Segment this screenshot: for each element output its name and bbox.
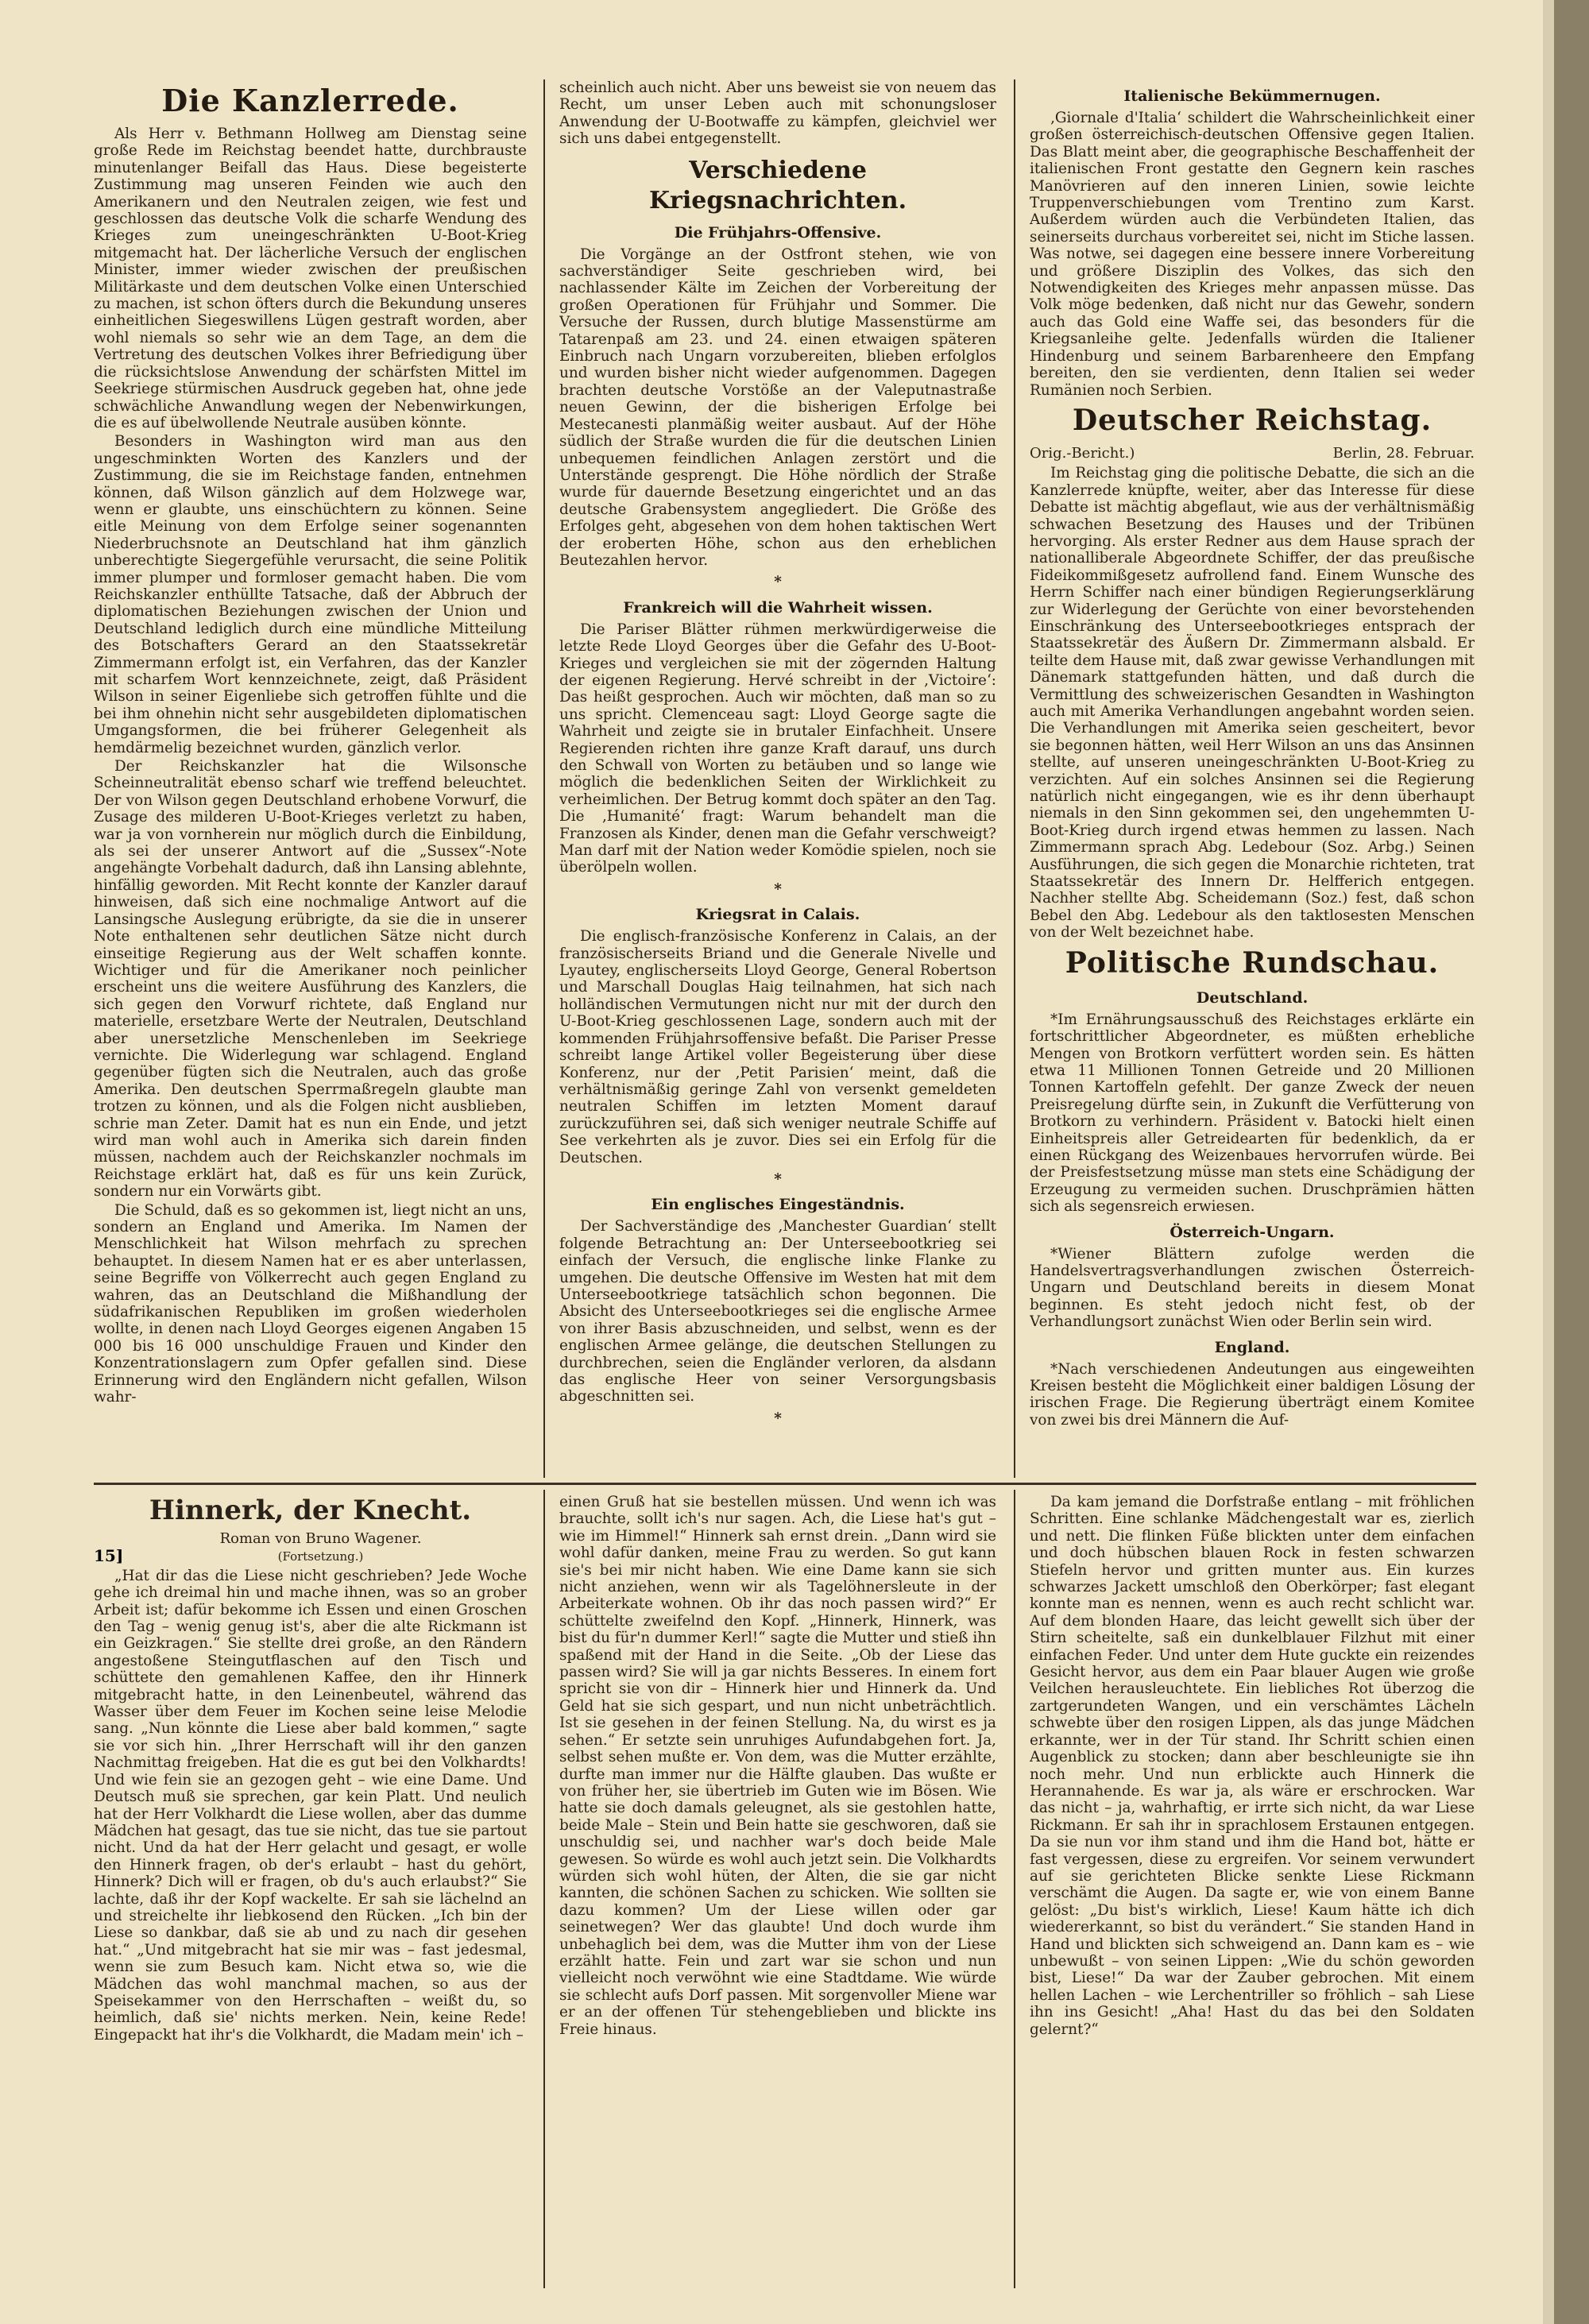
paragraph: *Nach verschiedenen Andeutungen aus eingeweihten Kreisen besteht die Möglichkeit einer baldigen Lösung der irischen Frage. Die Regierung überträgt einem Komitee von zwei bis drei Männern die Auf- xyxy=(1030,1360,1475,1429)
column-rundschau xyxy=(1030,79,1475,1474)
headline-kriegsnachrichten: Verschiedene Kriegsnachrichten. xyxy=(648,156,907,215)
section-divider: * xyxy=(774,1409,782,1427)
paragraph-continued: scheinlich auch nicht. Aber uns beweist sie von neuem das Recht, um unser Leben auch mit schonungsloser Anwendung der U-Bootwaffe zu kämpfen, gleichviel wer sich uns dabei entgegenstellt. xyxy=(559,79,996,148)
source-label: Orig.-Bericht.) xyxy=(1030,444,1135,462)
serial-byline: Roman von Bruno Wagener. xyxy=(219,1530,422,1547)
subheading-frankreich: Frankreich will die Wahrheit wissen. xyxy=(623,598,933,617)
paragraph: Im Reichstag ging die politische Debatte, die sich an die Kanzlerrede knüpfte, weiter, aber das Interesse für diese Debatte ist mächtig abgeflaut, wie aus der verhältnismäßig schwachen Besetzung des Hauses und der Tribünen hervorging. Als erster Redner aus dem Hause sprach der nationalliberale Abgeordnete Schiffer, der das preußische Fideikommißgesetz aufrollend fand. Einem Wunsche des Herrn Schiffer nach einer bündigen Regierungserklärung zur Widerlegung der Gerüchte von einer bevorstehenden Einschränkung des Unterseebootkrieges entsprach der Staatssekretär des Äußern Dr. Zimmermann alsbald. Er teilte dem Hause mit, daß zwar gewisse Verhandlungen mit Dänemark stattgefunden hätten, und daß durch die Vermittlung des schweizerischen Gesandten in Washington auch mit Amerika Verhandlungen angebahnt worden seien. Die Verhandlungen mit Amerika seien gescheitert, bevor sie begonnen hätten, weil Herr Wilson an uns das Ansinnen stellte, auf unseren uneingeschränkten U-Boot-Krieg zu verzichten. Auf ein solches Ansinnen sei die Regierung natürlich nicht eingegangen, wie es ihr denn überhaupt niemals in den Sinn gekommen sei, den ungehemmten U-Boot-Krieg durch irgend etwas hemmen zu lassen. Nach Zimmermann sprach Abg. Ledebour (Soz. Arbg.) Seinen Ausführungen, die sich gegen die Monarchie richteten, trat Staatssekretär des Innern Dr. Helfferich entgegen. Nachher stellte Abg. Scheidemann (Soz.) fest, daß schon Bebel den Abg. Ledebour als den taktlosesten Menschen von der Welt bezeichnet habe. xyxy=(1030,465,1475,942)
paragraph: Der Reichskanzler hat die Wilsonsche Scheinneutralität ebenso scharf wie treffend beleuchtet. Der von Wilson gegen Deutschland erhobene Vorwurf, die Zusage des milderen U-Boot-Krieges verletzt zu haben, war ja von vornherein nur möglich durch die Einbildung, als sei der unserer Antwort auf die „Sussex“-Note angehängte Vorbehalt dadurch, daß ihn Lansing ablehnte, hinfällig geworden. Mit Recht konnte der Kanzler darauf hinweisen, daß sich eine nochmalige Antwort auf die Lansingsche Auslegung erübrigte, da sie die in unserer Note enthaltenen sehr deutlichen Sätze nicht durch einseitige Regierung aus der Welt schaffen konnte. Wichtiger und für die Amerikaner noch peinlicher erscheint uns die weitere Ausführung des Kanzlers, die sich gegen den Vorwurf richtete, daß England nur materielle, ersetzbare Werte der Neutralen, Deutschland aber unersetzliche Menschenleben im Seekriege vernichte. Die Widerlegung war schlagend. England gegenüber fügten sich die Neutralen, auch das große Amerika. Den deutschen Sperrmaßregeln glaubte man trotzen zu können, und als die Folgen nicht ausblieben, schrie man Zeter. Damit hat es nun ein Ende, und jetzt wird man wohl auch in Amerika sich darein finden müssen, nachdem auch der Reichskanzler nochmals im Reichstage erklärt hat, daß es für uns kein Zurück, sondern nur ein Vorwärts gibt. xyxy=(94,758,527,1201)
section-divider: * xyxy=(774,1170,782,1188)
paragraph: *Wiener Blättern zufolge werden die Handelsvertragsverhandlungen zwischen Österreich-Ungarn und Deutschland bereits in diesem Monat beginnen. Es steht jedoch nicht fest, ob der Verhandlungsort zunächst Wien oder Berlin sein wird. xyxy=(1030,1245,1475,1331)
serial-continuation: (Fortsetzung.) xyxy=(277,1549,364,1564)
section-divider: * xyxy=(774,574,782,591)
paragraph: Die Schuld, daß es so gekommen ist, liegt nicht an uns, sondern an England und Amerika. Im Namen der Menschlichkeit hat Wilson mehrfach zu sprechen behauptet. In diesem Namen hat er es aber unterlassen, seine Begriffe von Völkerrecht auch gegen England zu wahren, das an Deutschland die Mißhandlung der südafrikanischen Republiken im großen wiederholen wollte, in denen nach Lloyd Georges eigenen Angaben 15 000 bis 16 000 unschuldige Frauen und Kinder den Konzentrationslagern zum Opfer gefallen sind. Diese Erinnerung wird den Engländern nicht gefallen, Wilson wahr- xyxy=(94,1201,527,1406)
column-serial-3 xyxy=(1030,1494,1475,2288)
page-edge xyxy=(1554,0,1589,2324)
column-kriegsnachrichten xyxy=(559,79,996,1474)
subheading-england: England. xyxy=(1214,1338,1290,1356)
paragraph: ‚Giornale d'Italia‘ schildert die Wahrscheinlichkeit einer großen österreichisch-deutschen Offensive gegen Italien. Das Blatt meint aber, die geographische Beschaffenheit der italienischen Front gestatte den Gegnern kein rasches Manövrieren auf den inneren Linien, sowie leichte Truppenverschiebungen vom Trentino zum Karst. Außerdem würden auch die Verbündeten Italien, das seinerseits durchaus vorbereitet sei, nicht im Stiche lassen. Was notwe, sei dagegen eine bessere innere Vorbereitung und größere Disziplin des Volkes, das sich den Notwendigkeiten des Krieges mehr anpassen müsse. Das Volk möge bedenken, daß nicht nur das Gewehr, sondern auch das Gold eine Waffe sei, das besonders für die Kriegsanleihe gelte. Jedenfalls würden die Italiener Hindenburg und seinem Barbarenheere den Empfang bereiten, den sie verdienten, denn Italien sei weder Rumänien noch Serbien. xyxy=(1030,110,1475,399)
column-rule xyxy=(543,79,545,1478)
paragraph: einen Gruß hat sie bestellen müssen. Und wenn ich was brauchte, sollt ich's nur sagen. Ach, die Liese hat's gut – wie im Himmel!“ Hinnerk sah ernst drein. „Dann wird sie wohl dafür danken, meine Frau zu werden. So gut kann sie's bei mir nicht haben. Wie eine Dame kann sie sich nicht anziehen, wenn wir als Tagelöhnersleute in der Arbeiterkate wohnen. Ob ihr das noch passen wird?“ Er schüttelte zweifelnd den Kopf. „Hinnerk, Hinnerk, was bist du für'n dummer Kerl!“ sagte die Mutter und stieß ihn spaßend mit der Hand in die Seite. „Ob der Liese das passen wird? Sie will ja gar nichts Besseres. In einem fort spricht sie von dir – Hinnerk hier und Hinnerk da. Und Geld hat sie sich gespart, und nun nicht unbeträchtlich. Ist sie gesehen in der feinen Stellung. Na, du wirst es ja sehen.“ Er setzte sein unruhiges Aufundabgehen fort. Ja, selbst sehen mußte er. Von dem, was die Mutter erzählte, durfte man immer nur die Hälfte glauben. Das wußte er von früher her, sie übertrieb im Guten wie im Bösen. Wie hatte sie doch damals geleugnet, als sie gestohlen hatte, beide Male – Stein und Bein hatte sie geschworen, daß sie unschuldig sei, und nachher war's doch beide Male gewesen. So würde es wohl auch jetzt sein. Die Volkhardts würden sich wohl hüten, der Alten, die sie gar nicht kannten, die schönen Sachen zu schicken. Wie sollten sie dazu kommen? Um der Liese willen oder gar seinetwegen? Wer das glaubte! Und doch wurde ihm unbehaglich bei dem, was die Mutter ihm von der Liese erzählt hatte. Fein und zart war sie schon und nun vielleicht noch verwöhnt wie eine Stadtdame. Wie würde sie schlecht aufs Dorf passen. Mit sorgenvoller Miene war er an der offenen Tür stehengeblieben und blickte ins Freie hinaus. xyxy=(559,1494,996,2038)
subheading-eingestaendnis: Ein englisches Eingeständnis. xyxy=(651,1196,905,1214)
paragraph: Da kam jemand die Dorfstraße entlang – mit fröhlichen Schritten. Eine schlanke Mädchengestalt war es, zierlich und nett. Die flinken Füße blickten unter dem einfachen und doch hübschen blauen Rock in festen schwarzen Stiefeln hervor und gritten munter aus. Ein kurzes schwarzes Jackett umschloß den Oberkörper; fast elegant konnte man es nennen, wenn es auch recht schlicht war. Auf dem blonden Haare, das leicht gewellt sich über der Stirn scheitelte, saß ein dunkelblauer Filzhut mit einer einfachen Feder. Und unter dem Hute guckte ein reizendes Gesicht hervor, aus dem ein Paar blauer Augen wie große Veilchen herausleuchtete. Ein liebliches Rot überzog die zartgerundeten Wangen, und ein verschämtes Lächeln schwebte über den rosigen Lippen, als das junge Mädchen erkannte, wer in der Tür stand. Ihr Schritt schien einen Augenblick zu stocken; dann aber beschleunigte sie ihn noch mehr. Und nun erblickte auch Hinnerk die Herannahende. Es war ja, als wäre er erschrocken. War das nicht – ja, wahrhaftig, er irrte sich nicht, da war Liese Rickmann. Er sah ihr in sprachlosem Erstaunen entgegen. Da sie nun vor ihm stand und ihm die Hand bot, hätte er fast vergessen, diese zu ergreifen. Vor seinem verwundert auf sie gerichteten Blicke senkte Liese Rickmann verschämt die Augen. Da sagte er, wie von einem Banne gelöst: „Du bist's wirklich, Liese! Kaum hätte ich dich wiedererkannt, so bist du verändert.“ Sie standen Hand in Hand und blickten sich schweigend an. Dann kam es – wie unbewußt – von seinen Lippen: „Wie du schön geworden bist, Liese!“ Da war der Zauber gebrochen. Mit einem hellen Lachen – wie Lerchentriller so fröhlich – sah Liese ihn ins Gesicht! „Aha! Hast du das bei den Soldaten gelernt?“ xyxy=(1030,1494,1475,2038)
subheading-oesterreich: Österreich-Ungarn. xyxy=(1170,1223,1335,1241)
column-rule xyxy=(543,1490,545,2288)
paragraph: „Hat dir das die Liese nicht geschrieben? Jede Woche gehe ich dreimal hin und mache ihnen, was so an grober Arbeit ist; dafür bekomme ich Essen und einen Groschen den Tag – wenig genug ist's, aber die alte Rickmann ist ein Geizkragen.“ Sie stellte drei große, an den Rändern angestoßene Steingutflaschen auf den Tisch und schüttete den gemahlenen Kaffee, den ihr Hinnerk mitgebracht hatte, in den Leinenbeutel, während das Wasser über dem Feuer im Kochen seine leise Melodie sang. „Nun könnte die Liese aber bald kommen,“ sagte sie vor sich hin. „Ihrer Herrschaft will ihr den ganzen Nachmittag freigeben. Hat die es gut bei den Volkhardts! Und wie fein sie an gezogen geht – wie eine Dame. Und Deutsch muß sie sprechen, gar kein Platt. Und neulich hat der Herr Volkhardt die Liese wollen, aber das dumme Mädchen hat gesagt, das tue sie nicht, das tue sie partout nicht. Und da hat der Herr gelacht und gesagt, er wolle den Hinnerk fragen, ob der's erlaubt – hast du gehört, Hinnerk? Dich will er fragen, ob du's auch erlaubst?“ Sie lachte, daß ihr der Kopf wackelte. Er sah sie lächelnd an und streichelte ihr liebkosend den Rücken. „Ich bin der Liese so dankbar, daß sie ab und zu nach dir gesehen hat.“ „Und mitgebracht hat sie mir was – fast jedesmal, wenn sie zum Besuch kam. Nicht etwa so, wie die Mädchen das wohl manchmal machen, so aus der Speisekammer von den Herrschaften – weißt du, so heimlich, daß sie' nichts merken. Nein, keine Rede! Eingepackt hat ihr's die Volkhardt, die Madam mein' ich – xyxy=(94,1567,527,2044)
paragraph: Der Sachverständige des ‚Manchester Guardian‘ stellt folgende Betrachtung an: Der Unterseebootkrieg sei einfach der Versuch, die englische linke Flanke zu umgehen. Die deutsche Offensive im Westen hat mit dem Unterseebootkriege tatsächlich schon begonnen. Die Absicht des Unterseebootkrieges sei die englische Armee von ihrer Basis abzuschneiden, und selbst, wenn es der englischen Armee gelänge, die deutschen Stellungen zu durchbrechen, seien die Engländer verloren, da alsdann das englische Heer von seiner Versorgungsbasis abgeschnitten sei. xyxy=(559,1218,996,1406)
headline-reichstag: Deutscher Reichstag. xyxy=(1072,403,1432,437)
paragraph: Die englisch-französische Konferenz in Calais, an der französischerseits Briand und die Generale Nivelle und Lyautey, englischerseits Lloyd George, General Robertson und Marschall Douglas Haig teilnahmen, hat sich nach holländischen Vermutungen nicht nur mit der durch den U-Boot-Krieg geschlossenen Lage, sondern auch mit der kommenden Frühjahrsoffensive befaßt. Die Pariser Presse schreibt lange Artikel voller Begeisterung über diese Konferenz, nur der ‚Petit Parisien‘ meint, daß die verhältnismäßig geringe Zahl von versenkt gemeldeten neutralen Schiffen im letzten Moment darauf zurückzuführen sei, daß sich weniger neutrale Schiffe auf See verkehrten als je zuvor. Dies sei ein Erfolg für die Deutschen. xyxy=(559,928,996,1166)
paragraph: Besonders in Washington wird man aus den ungeschminkten Worten des Kanzlers und der Zustimmung, die sie im Reichstage fanden, entnehmen können, daß Wilson gänzlich auf dem Holzwege war, wenn er glaubte, uns einschüchtern zu können. Seine eitle Meinung von dem Erfolge seiner sogenannten Niederbruchsnote an Deutschland hat ihm gänzlich unberechtigte Siegergefühle verursacht, die seine Politik immer plumper und formloser gemacht haben. Die vom Reichskanzler enthüllte Tatsache, daß der Abbruch der diplomatischen Beziehungen zwischen der Union und Deutschland lediglich durch eine mündliche Mitteilung des Botschafters Gerard an den Staatssekretär Zimmermann erfolgt ist, ein Verfahren, das der Kanzler mit scharfem Wort kennzeichnete, zeigt, daß Präsident Wilson in seiner Eigenliebe sich getroffen fühlte und die bei ihm ohnehin nicht sehr ausgebildeten diplomatischen Umgangsformen, die bei früherer Gelegenheit als hemdärmelig bezeichnet wurden, gänzlich verlor. xyxy=(94,433,527,756)
date-label: Berlin, 28. Februar. xyxy=(1332,444,1475,462)
column-serial-1 xyxy=(94,1494,527,2288)
column-rule xyxy=(1014,79,1015,1478)
section-divider: * xyxy=(774,880,782,898)
installment-number: 15] xyxy=(94,1546,124,1565)
subheading-calais: Kriegsrat in Calais. xyxy=(695,906,860,924)
paragraph: Die Pariser Blätter rühmen merkwürdigerweise die letzte Rede Lloyd Georges über die Gefahr des U-Boot-Krieges und vergleichen sie mit der zögernden Haltung der eigenen Regierung. Hervé schreibt in der ‚Victoire‘: Das heißt gesprochen. Auch wir möchten, daß man so zu uns spricht. Clemenceau sagt: Lloyd George sagte die Wahrheit und zeigte sie in brutaler Einfachheit. Unsere Regierenden richten ihre ganze Kraft darauf, uns durch den Schwall von Worten zu betäuben und so lange wie möglich die bedenklichen Seiten der Wirklichkeit zu verheimlichen. Der Betrug kommt doch später an den Tag. Die ‚Humanité‘ fragt: Warum behandelt man die Franzosen als Kinder, denen man die Gefahr verschweigt? Man darf mit der Nation weder Komödie spielen, noch sie überölpeln wollen. xyxy=(559,621,996,876)
column-rule xyxy=(1014,1490,1015,2288)
page-edge-shadow xyxy=(1543,0,1554,2324)
column-kanzlerrede xyxy=(94,79,527,1474)
column-serial-2 xyxy=(559,1494,996,2288)
subheading-deutschland: Deutschland. xyxy=(1196,988,1309,1007)
feuilleton-rule xyxy=(94,1483,1476,1485)
headline-rundschau: Politische Rundschau. xyxy=(1065,945,1440,980)
serial-title: Hinnerk, der Knecht. xyxy=(149,1495,472,1526)
headline-kanzlerrede: Die Kanzlerrede. xyxy=(161,83,459,118)
headline-bekuemmernugen: Italienische Bekümmernugen. xyxy=(1123,87,1381,105)
paragraph: Die Vorgänge an der Ostfront stehen, wie von sachverständiger Seite geschrieben wird, bei nachlassender Kälte im Zeichen der Vorbereitung der großen Operationen für Frühjahr und Sommer. Die Versuche der Russen, durch blutige Massenstürme am Tatarenpaß am 23. und 24. einen etwaigen späteren Einbruch nach Ungarn vorzubereiten, blieben erfolglos und wurden bisher nicht wieder aufgenommen. Dagegen brachten deutsche Vorstöße an der Valeputnastraße neuen Gewinn, der die bisherigen Erfolge bei Mestecanesti planmäßig weiter ausbaut. Auf der Höhe südlich der Straße wurden die für die deutschen Linien unbequemen feindlichen Anlagen zerstört und die Unterstände gesprengt. Die Höhe nördlich der Straße wurde für dauernde Besetzung eingerichtet und an das deutsche Grabensystem angegliedert. Die Größe des Erfolges geht, abgesehen von dem hohen taktischen Wert der eroberten Höhe, schon aus den erheblichen Beutezahlen hervor. xyxy=(559,246,996,569)
subheading-offensive: Die Frühjahrs-Offensive. xyxy=(674,223,882,242)
paragraph: Als Herr v. Bethmann Hollweg am Dienstag seine große Rede im Reichstag beendet hatte, durchbrauste minutenlanger Beifall das Haus. Diese begeisterte Zustimmung mag unseren Feinden wie auch den Amerikanern und den Neutralen zeigen, wie fest und geschlossen das deutsche Volk die scharfe Wendung des Krieges zum uneingeschränkten U-Boot-Krieg mitgemacht hat. Der lächerliche Versuch der englischen Minister, immer wieder zwischen der preußischen Militärkaste und dem deutschen Volke einen Unterschied zu machen, ist schon öfters durch die Bekundung unseres einheitlichen Siegeswillens Lügen gestraft worden, aber wohl niemals so sehr wie an dem Tage, an dem die Vertretung des deutschen Volkes ihrer Befriedigung über die rücksichtslose Anwendung der schärfsten Mittel im Seekriege stürmischen Ausdruck gegeben hat, ohne jede schwächliche Anwandlung wegen der Nebenwirkungen, die es auf übelwollende Neutrale ausüben könnte. xyxy=(94,126,527,431)
paragraph: *Im Ernährungsausschuß des Reichstages erklärte ein fortschrittlicher Abgeordneter, es müßten erhebliche Mengen von Brotkorn verfüttert worden sein. Es hätten etwa 11 Millionen Tonnen Getreide und 20 Millionen Tonnen Kartoffeln gefehlt. Der ganze Zweck der neuen Preisregelung dürfte sein, in Zukunft die Verfütterung von Brotkorn zu verhindern. Präsident v. Batocki hielt einen Einheitspreis aller Getreidearten für bedenklich, da er einen Rückgang des Weizenbaues hervorrufen würde. Bei der Preisfestsetzung müsse man stets eine Schädigung der Erzeugung zu vermeiden suchen. Druschprämien hätten sich als segensreich erwiesen. xyxy=(1030,1011,1475,1216)
dateline xyxy=(1030,445,1475,462)
